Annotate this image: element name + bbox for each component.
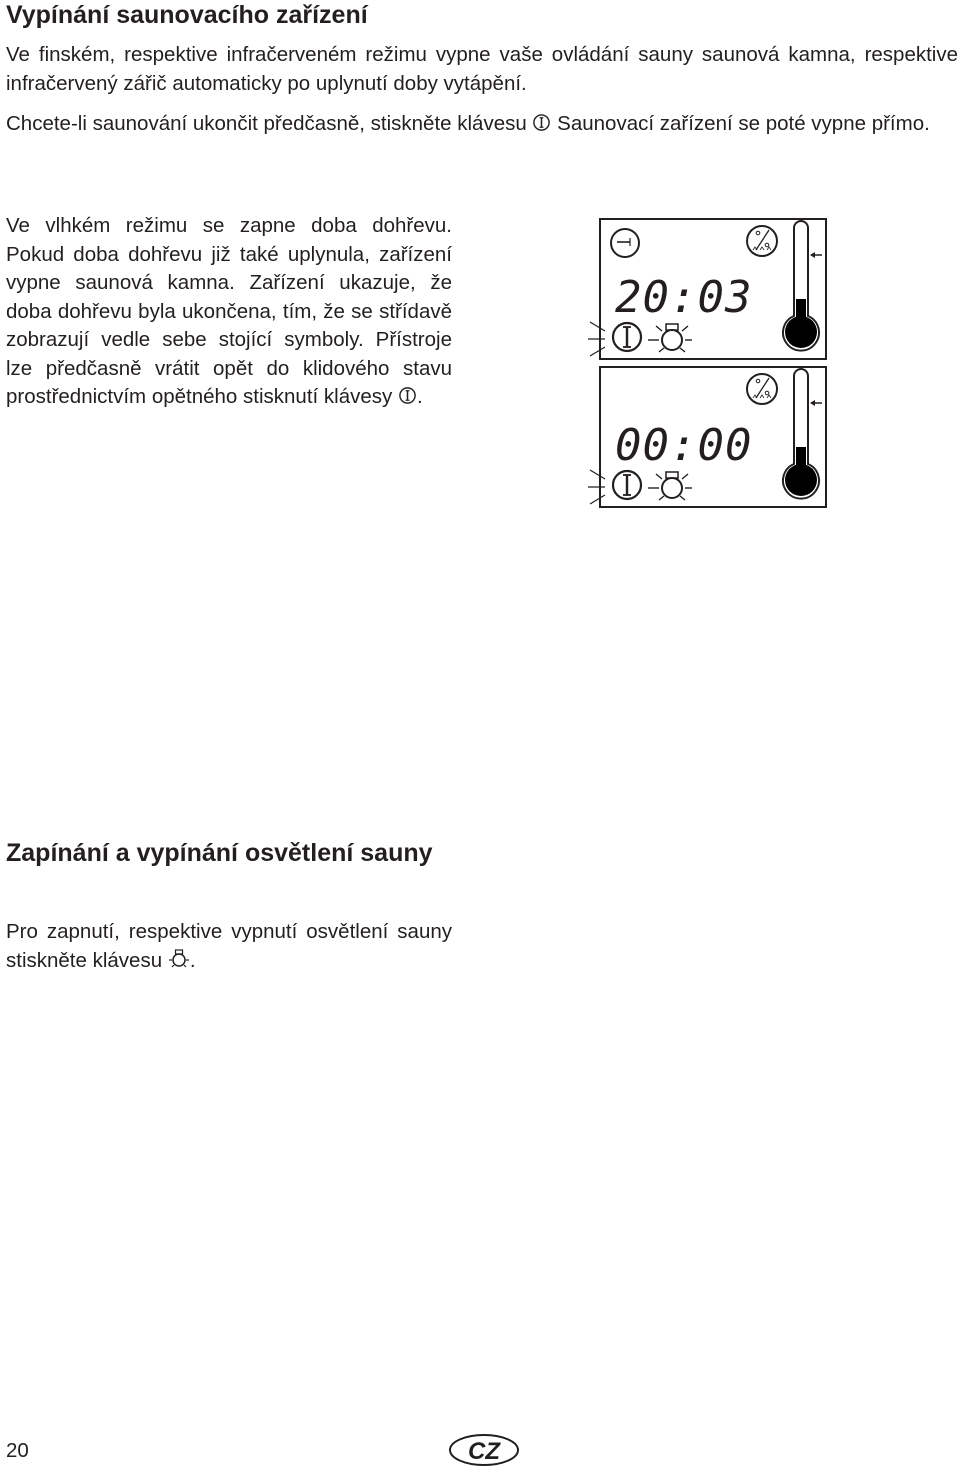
timer-readout: 20:03 — [615, 272, 753, 323]
section-title-switch-off: Vypínání saunovacího zařízení — [6, 1, 368, 29]
paragraph-early-off-text-b: Saunovací zařízení se poté vypne přímo. — [557, 112, 930, 135]
paragraph-light-toggle — [6, 918, 452, 975]
section-title-sauna-light: Zapínání a vypínání osvětlení sauny — [6, 839, 433, 867]
paragraph-light-toggle-end: . — [189, 948, 196, 972]
paragraph-humid-mode — [6, 212, 452, 412]
language-badge — [448, 1433, 520, 1467]
control-display-1 — [585, 216, 830, 362]
paragraph-automatic-off-text: Ve finském, respektive infračerveném režimu vypne vaše ovládání sauny saunová kamna, respektive infračervený zářič automaticky po uplynutí doby vytápění. — [6, 43, 958, 95]
paragraph-humid-mode-text: Ve vlhkém režimu se zapne doba dohřevu. Pokud doba dohřevu již také uplynula, zařízení vypne saunová kamna. Zařízení ukazuje, že doba dohřevu byla ukončena, tím, že se střídavě zobrazují vedle sebe stojící symboly. Přístroje lze předčasně vrátit opět do klidového stavu prostřednictvím opětného stisknutí klávesy — [6, 214, 452, 408]
language-badge-label: CZ — [468, 1438, 500, 1465]
paragraph-early-off-text-a: Chcete-li saunování ukončit předčasně, stiskněte klávesu — [6, 112, 527, 135]
timer-readout: 00:00 — [615, 420, 753, 471]
paragraph-light-toggle-text: Pro zapnutí, respektive vypnutí osvětlení sauny stiskněte klávesu — [6, 920, 452, 972]
paragraph-humid-mode-end: . — [416, 385, 423, 408]
paragraph-automatic-off — [6, 41, 958, 98]
light-icon — [168, 947, 190, 969]
power-icon — [398, 386, 417, 405]
control-display-2 — [585, 364, 830, 510]
page-number: 20 — [6, 1439, 29, 1462]
paragraph-early-off — [6, 110, 958, 139]
power-icon — [532, 113, 551, 132]
